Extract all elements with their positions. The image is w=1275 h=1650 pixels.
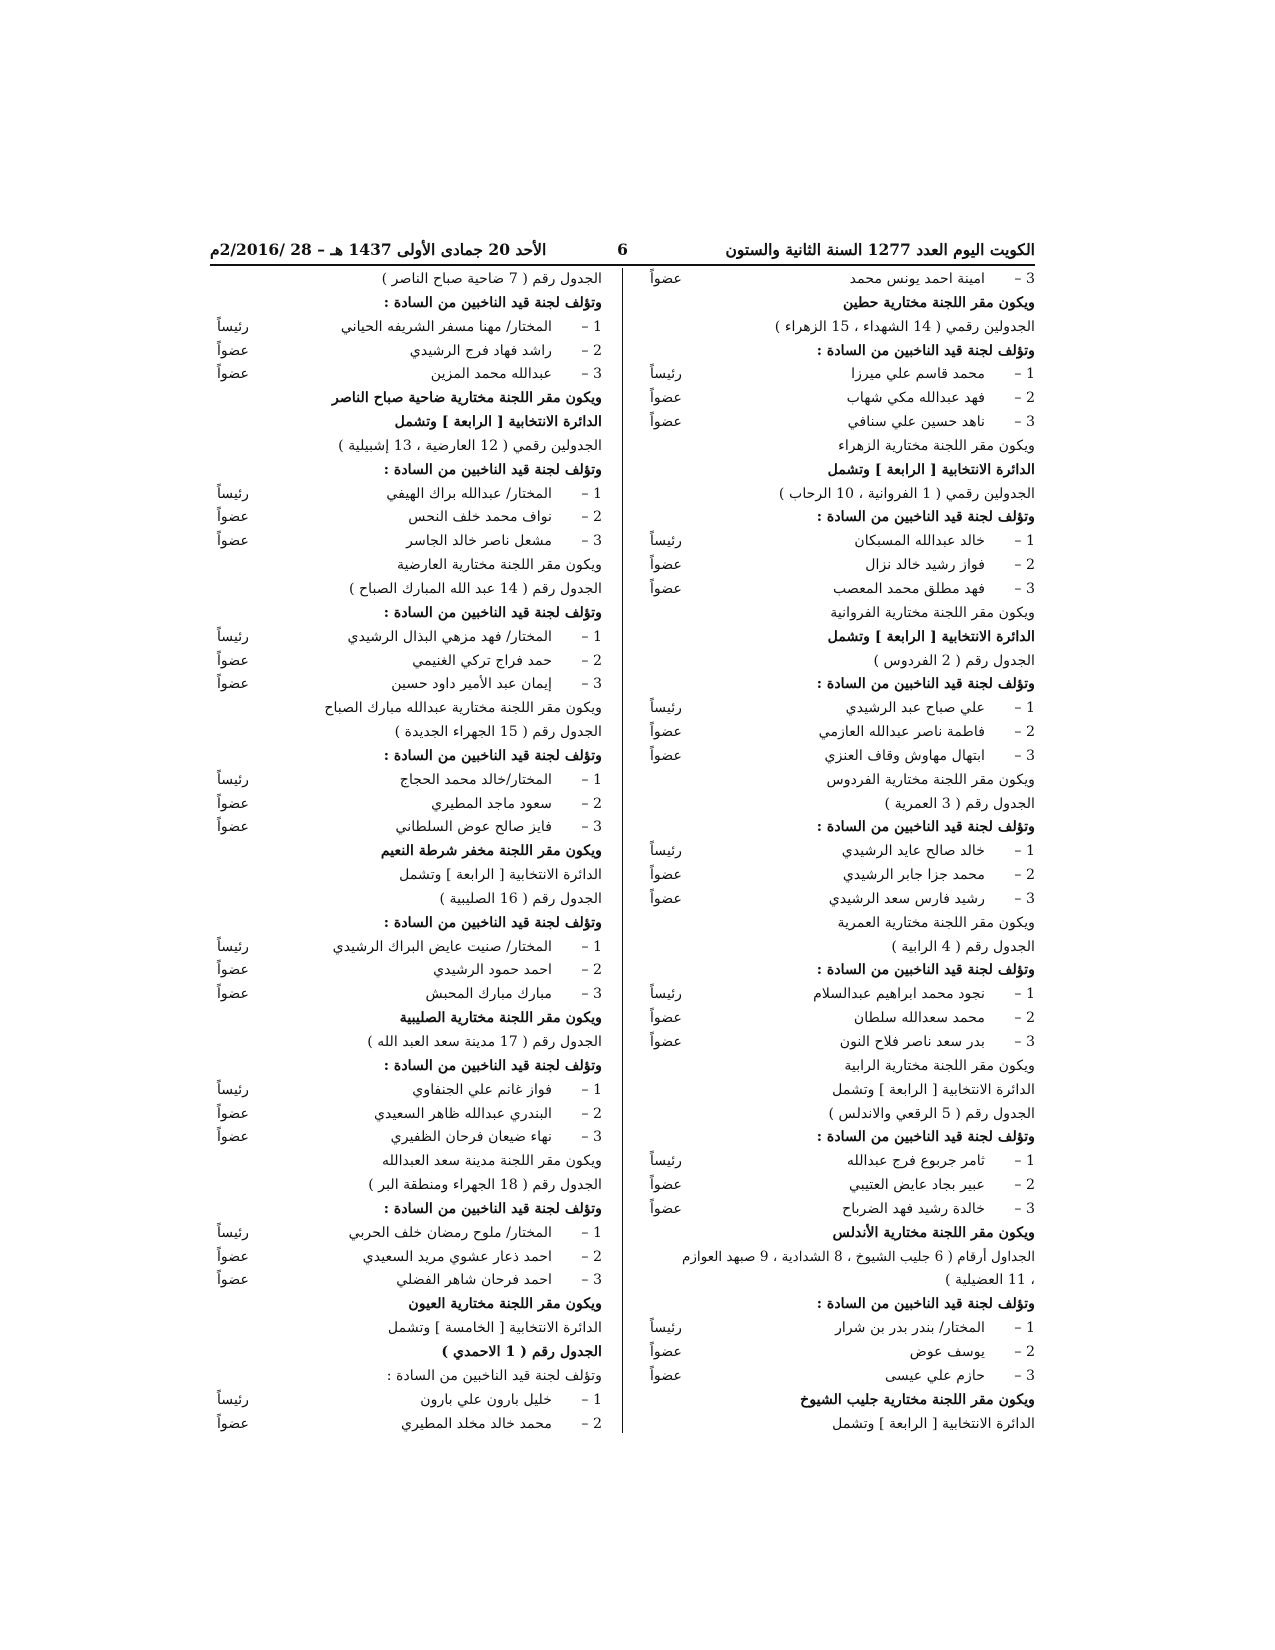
member-row — [210, 1413, 602, 1437]
member-row — [643, 983, 1035, 1007]
member-row — [643, 745, 1035, 769]
member-name: المختار/ عبدالله براك الهيفي — [386, 485, 552, 502]
member-role: عضواً — [649, 1034, 683, 1050]
member-number: 2 – — [581, 652, 602, 669]
member-number: 2 – — [1014, 557, 1035, 574]
member-row — [643, 554, 1035, 578]
member-number: 3 – — [581, 366, 602, 383]
text-line: وتؤلف لجنة قيد الناخبين من السادة : — [816, 962, 1035, 979]
member-name: نهاء ضيعان فرحان الظفيري — [390, 1129, 552, 1146]
text-line: وتؤلف لجنة قيد الناخبين من السادة : — [383, 1057, 602, 1074]
member-role: عضواً — [216, 1129, 250, 1146]
member-role: عضواً — [216, 986, 250, 1003]
member-role: عضواً — [649, 557, 683, 574]
member-name: خالد صالح عايد الرشيدي — [841, 843, 985, 860]
text-line: الجداول أرقام ( 6 جليب الشيوخ ، 8 الشدادية ، 9 صبهد العوازم — [681, 1248, 1035, 1265]
member-row — [210, 363, 602, 387]
member-name: مبارك مبارك المحبش — [425, 986, 552, 1003]
member-name: المختار/ بندر بدر بن شرار — [835, 1320, 985, 1337]
member-row — [643, 1365, 1035, 1389]
member-role: عضواً — [216, 533, 250, 550]
member-number: 1 – — [581, 1224, 602, 1241]
text-line: الجدول رقم ( 2 الفردوس ) — [873, 652, 1035, 669]
text-line: وتؤلف لجنة قيد الناخبين من السادة : — [383, 294, 602, 311]
member-role: رئيساً — [649, 1320, 683, 1337]
member-number: 2 – — [581, 962, 602, 979]
member-role: عضواً — [216, 652, 250, 669]
member-name: مشعل ناصر خالد الجاسر — [406, 533, 552, 550]
member-number: 3 – — [1014, 890, 1035, 907]
member-role: عضواً — [216, 1415, 250, 1432]
member-role: عضواً — [216, 366, 250, 383]
member-row — [210, 983, 602, 1007]
member-number: 1 – — [581, 1391, 602, 1408]
member-role: عضواً — [216, 962, 250, 979]
member-number: 1 – — [581, 485, 602, 502]
member-row — [210, 1103, 602, 1127]
member-number: 2 – — [1014, 724, 1035, 741]
text-line: الدائرة الانتخابية [ الرابعة ] وتشمل — [832, 1081, 1035, 1098]
text-line: الجدولين رقمي ( 1 الفروانية ، 10 الرحاب ) — [778, 485, 1035, 502]
member-number: 3 – — [581, 1272, 602, 1289]
text-line: ويكون مقر اللجنة مختارية الرابية — [844, 1057, 1035, 1074]
header-date: الأحد 20 جمادى الأولى 1437 هـ – 28 /2/2016م — [210, 240, 547, 259]
member-number: 2 – — [581, 1105, 602, 1122]
member-row — [210, 1389, 602, 1413]
member-row — [643, 840, 1035, 864]
member-number: 3 – — [1014, 271, 1035, 287]
member-number: 3 – — [1014, 1034, 1035, 1050]
member-name: ثامر جربوع فرج عبدالله — [846, 1153, 985, 1170]
member-name: بدر سعد ناصر فلاح النون — [839, 1034, 985, 1050]
left-column — [210, 268, 602, 1436]
member-role: عضواً — [649, 414, 683, 431]
member-role: رئيساً — [216, 938, 250, 955]
text-line: الدائرة الانتخابية [ الرابعة ] وتشمل — [832, 1415, 1035, 1432]
text-line: ويكون مقر اللجنة مختارية الفردوس — [826, 771, 1035, 788]
member-number: 1 – — [1014, 1320, 1035, 1337]
text-line: الدائرة الانتخابية [ الخامسة ] وتشمل — [387, 1320, 602, 1337]
member-role: عضواً — [649, 1010, 683, 1027]
text-line: وتؤلف لجنة قيد الناخبين من السادة : — [816, 1296, 1035, 1313]
member-role: رئيساً — [649, 986, 683, 1003]
member-name: حازم علي عيسى — [885, 1367, 985, 1384]
member-name: فواز رشيد خالد نزال — [865, 557, 985, 574]
member-row — [643, 268, 1035, 292]
member-name: فهد عبدالله مكي شهاب — [846, 390, 985, 407]
member-role: رئيساً — [216, 485, 250, 502]
member-number: 1 – — [581, 628, 602, 645]
member-role: عضواً — [649, 390, 683, 407]
member-role: عضواً — [216, 795, 250, 812]
text-line: وتؤلف لجنة قيد الناخبين من السادة : — [386, 1367, 602, 1384]
member-name: فايز صالح عوض السلطاني — [395, 819, 552, 836]
member-name: محمد قاسم علي ميرزا — [851, 366, 985, 383]
member-row — [643, 1341, 1035, 1365]
text-line: الجدول رقم ( 5 الرقعي والاندلس ) — [828, 1105, 1035, 1122]
member-role: رئيساً — [216, 1081, 250, 1098]
text-line: ويكون مقر اللجنة مدينة سعد العبدالله — [381, 1153, 602, 1170]
member-row — [643, 411, 1035, 435]
text-line: الجدول رقم ( 4 الرابية ) — [891, 938, 1035, 955]
member-role: عضواً — [216, 1105, 250, 1122]
member-role: رئيساً — [649, 843, 683, 860]
text-line: وتؤلف لجنة قيد الناخبين من السادة : — [816, 509, 1035, 526]
member-row — [643, 697, 1035, 721]
member-row — [643, 1174, 1035, 1198]
member-role: عضواً — [216, 819, 250, 836]
member-number: 2 – — [581, 1248, 602, 1265]
text-line: ويكون مقر اللجنة مختارية ضاحية صباح الناصر — [332, 390, 602, 407]
page-header — [210, 236, 1035, 266]
member-number: 3 – — [581, 533, 602, 550]
text-line: وتؤلف لجنة قيد الناخبين من السادة : — [383, 1200, 602, 1217]
member-role: رئيساً — [216, 771, 250, 788]
text-line: ويكون مقر اللجنة مختارية عبدالله مبارك الصباح — [324, 700, 602, 717]
text-line: وتؤلف لجنة قيد الناخبين من السادة : — [383, 461, 602, 478]
member-role: عضواً — [649, 867, 683, 884]
member-number: 1 – — [1014, 843, 1035, 860]
member-row — [210, 506, 602, 530]
member-name: خالدة رشيد فهد الضرباح — [842, 1200, 985, 1217]
member-name: المختار/ فهد مزهي البذال الرشيدي — [347, 628, 552, 645]
member-number: 2 – — [1014, 1010, 1035, 1027]
member-role: عضواً — [216, 676, 250, 693]
member-name: نواف محمد خلف النحس — [408, 509, 552, 526]
member-number: 1 – — [1014, 700, 1035, 717]
member-row — [643, 864, 1035, 888]
member-role: رئيساً — [216, 1391, 250, 1408]
text-line: ويكون مقر اللجنة مخفر شرطة النعيم — [380, 843, 602, 860]
member-role: عضواً — [649, 271, 683, 287]
member-number: 2 – — [581, 1415, 602, 1432]
member-number: 3 – — [581, 819, 602, 836]
text-line: الدائرة الانتخابية [ الرابعة ] وتشمل — [827, 628, 1035, 645]
member-row — [210, 936, 602, 960]
member-number: 3 – — [581, 1129, 602, 1146]
member-row — [210, 650, 602, 674]
member-role: عضواً — [216, 1248, 250, 1265]
member-name: عبير بجاد عايض العتيبي — [848, 1177, 985, 1194]
member-number: 1 – — [1014, 533, 1035, 550]
member-role: رئيساً — [649, 366, 683, 383]
member-name: فاطمة ناصر عبدالله العازمي — [818, 724, 985, 741]
text-line: الجدول رقم ( 1 الاحمدي ) — [441, 1343, 602, 1360]
member-name: المختار/خالد محمد الحجاج — [399, 771, 552, 788]
text-line: ويكون مقر اللجنة مختارية الزهراء — [838, 437, 1035, 454]
member-name: محمد جزا جابر الرشيدي — [842, 867, 985, 884]
text-line: ويكون مقر اللجنة مختارية الصليبية — [399, 1010, 602, 1027]
text-line: ويكون مقر اللجنة مختارية الفروانية — [830, 604, 1035, 621]
member-role: عضواً — [649, 890, 683, 907]
member-row — [643, 387, 1035, 411]
member-name: محمد سعدالله سلطان — [853, 1010, 985, 1027]
member-row — [210, 959, 602, 983]
text-line: الجدول رقم ( 16 الصليبية ) — [439, 890, 602, 907]
member-row — [210, 793, 602, 817]
member-name: سعود ماجد المطيري — [431, 795, 552, 812]
member-name: البندري عبدالله ظاهر السعيدي — [373, 1105, 552, 1122]
member-name: ناهد حسين علي سنافي — [847, 414, 985, 431]
member-row — [643, 1317, 1035, 1341]
member-role: رئيساً — [216, 1224, 250, 1241]
text-line: ويكون مقر اللجنة مختارية جليب الشيوخ — [800, 1391, 1035, 1408]
text-line: الجدول رقم ( 18 الجهراء ومنطقة البر ) — [368, 1177, 602, 1194]
member-role: رئيساً — [649, 700, 683, 717]
member-number: 1 – — [581, 771, 602, 788]
member-number: 3 – — [1014, 1367, 1035, 1384]
member-row — [210, 1222, 602, 1246]
member-row — [643, 363, 1035, 387]
member-row — [210, 816, 602, 840]
member-role: رئيساً — [216, 628, 250, 645]
member-role: عضواً — [216, 1272, 250, 1289]
member-name: احمد ذعار عشوي مريد السعيدي — [362, 1248, 552, 1265]
member-row — [210, 626, 602, 650]
member-name: إيمان عبد الأمير داود حسين — [391, 676, 552, 693]
member-row — [210, 1269, 602, 1293]
member-row — [643, 1198, 1035, 1222]
member-row — [210, 1079, 602, 1103]
text-line: وتؤلف لجنة قيد الناخبين من السادة : — [383, 747, 602, 764]
text-line: الدائرة الانتخابية [ الرابعة ] وتشمل — [399, 867, 602, 884]
text-line: الجدول رقم ( 3 العمرية ) — [884, 795, 1035, 812]
member-row — [210, 530, 602, 554]
member-number: 1 – — [581, 318, 602, 335]
text-line: وتؤلف لجنة قيد الناخبين من السادة : — [816, 342, 1035, 359]
member-number: 2 – — [1014, 390, 1035, 407]
member-role: عضواً — [216, 342, 250, 359]
member-number: 3 – — [1014, 414, 1035, 431]
member-row — [210, 673, 602, 697]
member-row — [210, 1246, 602, 1270]
member-role: عضواً — [649, 1200, 683, 1217]
text-line: وتؤلف لجنة قيد الناخبين من السادة : — [816, 819, 1035, 836]
member-row — [210, 340, 602, 364]
text-line: الجدول رقم ( 15 الجهراء الجديدة ) — [394, 724, 602, 741]
member-role: رئيساً — [649, 533, 683, 550]
member-number: 3 – — [581, 676, 602, 693]
member-number: 3 – — [1014, 580, 1035, 597]
member-row — [643, 578, 1035, 602]
member-number: 2 – — [581, 342, 602, 359]
member-role: رئيساً — [216, 318, 250, 335]
member-row — [210, 483, 602, 507]
member-name: احمد فرحان شاهر الفضلي — [396, 1272, 552, 1289]
text-line: الدائرة الانتخابية [ الرابعة ] وتشمل — [827, 461, 1035, 478]
text-line: الجدولين رقمي ( 12 العارضية ، 13 إشبيلية ) — [338, 437, 602, 454]
member-name: راشد فهاد فرج الرشيدي — [409, 342, 552, 359]
text-line: الجدول رقم ( 7 ضاحية صباح الناصر ) — [381, 271, 602, 287]
member-row — [210, 1126, 602, 1150]
member-number: 2 – — [1014, 867, 1035, 884]
text-line: وتؤلف لجنة قيد الناخبين من السادة : — [816, 1129, 1035, 1146]
member-number: 1 – — [1014, 366, 1035, 383]
member-row — [210, 769, 602, 793]
member-name: ابتهال مهاوش وقاف العنزي — [824, 747, 985, 764]
member-number: 1 – — [1014, 1153, 1035, 1170]
text-line: وتؤلف لجنة قيد الناخبين من السادة : — [383, 604, 602, 621]
member-name: خالد عبدالله المسبكان — [854, 533, 985, 550]
column-divider — [622, 268, 623, 1433]
member-name: المختار/ مهنا مسفر الشريفه الحياني — [340, 318, 552, 335]
text-line: ويكون مقر اللجنة مختارية حطين — [842, 294, 1035, 311]
member-name: خليل بارون علي بارون — [420, 1391, 552, 1408]
member-role: عضواً — [649, 747, 683, 764]
member-number: 3 – — [581, 986, 602, 1003]
text-line: ويكون مقر اللجنة مختارية العيون — [408, 1296, 602, 1313]
right-column — [643, 268, 1035, 1436]
header-issue: الكويت اليوم العدد 1277 السنة الثانية والستون — [725, 240, 1035, 259]
member-row — [643, 1031, 1035, 1055]
member-number: 1 – — [1014, 986, 1035, 1003]
member-row — [643, 888, 1035, 912]
member-name: عبدالله محمد المزين — [430, 366, 552, 383]
member-row — [643, 530, 1035, 554]
member-role: عضواً — [649, 1367, 683, 1384]
member-row — [643, 721, 1035, 745]
member-number: 1 – — [581, 1081, 602, 1098]
member-number: 1 – — [581, 938, 602, 955]
member-role: رئيساً — [649, 1153, 683, 1170]
page-number: 6 — [617, 240, 628, 259]
gazette-page — [210, 236, 1035, 1436]
member-row — [643, 1150, 1035, 1174]
text-line: الجدول رقم ( 17 مدينة سعد العبد الله ) — [367, 1034, 602, 1050]
member-row — [210, 316, 602, 340]
member-name: علي صباح عبد الرشيدي — [845, 700, 985, 717]
text-line: وتؤلف لجنة قيد الناخبين من السادة : — [816, 676, 1035, 693]
member-name: فهد مطلق محمد المعصب — [832, 580, 985, 597]
member-name: محمد خالد مخلد المطيري — [400, 1415, 552, 1432]
member-name: امينة احمد يونس محمد — [849, 271, 985, 287]
text-line: الجدول رقم ( 14 عبد الله المبارك الصباح ) — [348, 580, 602, 597]
member-number: 2 – — [1014, 1343, 1035, 1360]
text-line: ويكون مقر اللجنة مختارية الأندلس — [832, 1224, 1035, 1241]
member-number: 2 – — [581, 509, 602, 526]
text-line: ويكون مقر اللجنة مختارية العمرية — [837, 914, 1035, 931]
text-line: الدائرة الانتخابية [ الرابعة ] وتشمل — [394, 414, 602, 431]
member-name: احمد حمود الرشيدي — [433, 962, 552, 979]
member-number: 2 – — [1014, 1177, 1035, 1194]
text-line: ، 11 العضيلية ) — [945, 1272, 1035, 1289]
member-role: عضواً — [216, 509, 250, 526]
text-line: الجدولين رقمي ( 14 الشهداء ، 15 الزهراء ) — [774, 318, 1035, 335]
member-row — [643, 1007, 1035, 1031]
member-name: رشيد فارس سعد الرشيدي — [828, 890, 985, 907]
member-number: 3 – — [1014, 747, 1035, 764]
member-number: 3 – — [1014, 1200, 1035, 1217]
member-name: فواز غانم علي الجنفاوي — [412, 1081, 552, 1098]
member-role: عضواً — [649, 1343, 683, 1360]
member-name: المختار/ صنيت عايض البراك الرشيدي — [332, 938, 552, 955]
text-line: ويكون مقر اللجنة مختارية العارضية — [396, 557, 602, 574]
member-name: حمد فراج تركي الغنيمي — [412, 652, 552, 669]
member-name: يوسف عوض — [909, 1343, 985, 1360]
member-number: 2 – — [581, 795, 602, 812]
member-role: عضواً — [649, 724, 683, 741]
member-role: عضواً — [649, 1177, 683, 1194]
member-role: عضواً — [649, 580, 683, 597]
text-line: وتؤلف لجنة قيد الناخبين من السادة : — [383, 914, 602, 931]
member-name: نجود محمد ابراهيم عبدالسلام — [813, 986, 985, 1003]
member-name: المختار/ ملوح رمضان خلف الحربي — [348, 1224, 552, 1241]
